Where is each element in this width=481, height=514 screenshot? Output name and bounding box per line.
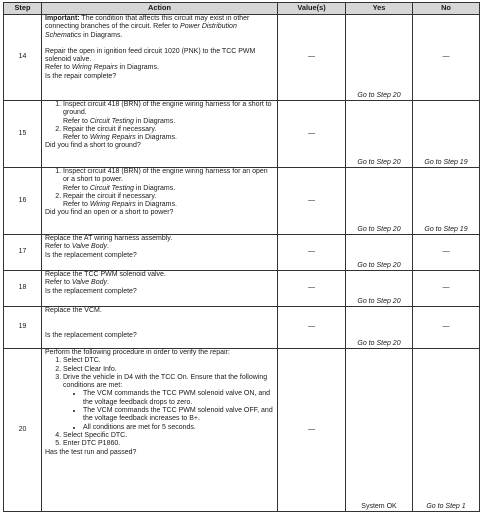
- action-cell: [42, 15, 278, 101]
- values-cell: —: [278, 168, 346, 235]
- action-cell: [42, 101, 278, 168]
- no-cell[interactable]: Go to Step 1: [413, 349, 480, 512]
- question-text: Did you find a short to ground?: [45, 142, 141, 150]
- bullet-item: • The VCM commands the TCC PWM solenoid valve OFF, and the voltage feedback increases to B+.: [83, 407, 274, 424]
- table-row: [4, 271, 480, 307]
- no-cell: —: [413, 271, 480, 307]
- circuit-testing-link[interactable]: Circuit Testing: [89, 184, 134, 192]
- values-cell: —: [278, 235, 346, 271]
- list-item: [63, 101, 274, 126]
- step-number: 20: [4, 349, 42, 512]
- action-text: Replace the VCM.: [45, 307, 102, 314]
- action-cell: [42, 271, 278, 307]
- yes-cell[interactable]: Go to Step 20: [346, 101, 413, 168]
- refer-post: in Diagrams.: [133, 117, 176, 125]
- circuit-testing-link[interactable]: Circuit Testing: [89, 117, 134, 125]
- table-row: [4, 101, 480, 168]
- valve-body-link[interactable]: Valve Body: [71, 243, 108, 251]
- step-number: 18: [4, 271, 42, 307]
- no-cell: —: [413, 307, 480, 349]
- yes-cell[interactable]: Go to Step 20: [346, 271, 413, 307]
- question-text: Is the replacement complete?: [45, 287, 137, 295]
- important-tail: in Diagrams.: [81, 31, 123, 39]
- refer-pre: Refer to: [63, 117, 90, 125]
- yes-cell[interactable]: Go to Step 20: [346, 307, 413, 349]
- table-row: [4, 349, 480, 512]
- list-item: [63, 374, 274, 432]
- refer-pre: Refer to: [45, 279, 72, 287]
- no-cell[interactable]: Go to Step 19: [413, 101, 480, 168]
- valve-body-link[interactable]: Valve Body: [71, 279, 108, 287]
- step-number: 16: [4, 168, 42, 235]
- refer-post: in Diagrams.: [135, 134, 177, 142]
- yes-cell[interactable]: Go to Step 20: [346, 235, 413, 271]
- values-cell: —: [278, 307, 346, 349]
- refer-pre: Refer to: [63, 134, 90, 142]
- action-cell: [42, 349, 278, 512]
- item-text: Repair the circuit if necessary.: [63, 192, 157, 200]
- item-text: Inspect circuit 418 (BRN) of the engine wiring harness for a short to ground.: [63, 101, 272, 117]
- intro-text: Perform the following procedure in order to verify the repair:: [45, 349, 230, 356]
- yes-cell: System OK: [346, 349, 413, 512]
- action-cell: [42, 168, 278, 235]
- header-values: Value(s): [278, 3, 346, 15]
- list-item: 5. Enter DTC P1860.: [63, 440, 274, 448]
- yes-cell[interactable]: Go to Step 20: [346, 168, 413, 235]
- yes-cell[interactable]: Go to Step 20: [346, 15, 413, 101]
- table-row: [4, 307, 480, 349]
- no-cell: —: [413, 15, 480, 101]
- values-cell: —: [278, 349, 346, 512]
- item-text: Repair the circuit if necessary.: [63, 125, 157, 133]
- step-number: 15: [4, 101, 42, 168]
- power-distribution-link[interactable]: Power Distribution Schematics: [45, 23, 237, 39]
- question-text: Is the replacement complete?: [45, 332, 137, 340]
- bullet-item: • All conditions are met for 5 seconds.: [83, 424, 274, 432]
- action-cell: [42, 235, 278, 271]
- header-action: Action: [42, 3, 278, 15]
- action-text: Replace the TCC PWM solenoid valve.: [45, 271, 166, 278]
- header-no: No: [413, 3, 480, 15]
- action-text: Replace the AT wiring harness assembly.: [45, 235, 173, 242]
- item-text: Inspect circuit 418 (BRN) of the engine wiring harness for an open or a short to power.: [63, 168, 268, 184]
- no-cell: —: [413, 235, 480, 271]
- refer-post: .: [107, 243, 109, 251]
- refer-pre: Refer to: [45, 243, 72, 251]
- refer-post: in Diagrams.: [133, 184, 176, 192]
- list-item: 2. Select Clear Info.: [63, 366, 274, 374]
- question-text: Has the test run and passed?: [45, 448, 137, 456]
- step-number: 17: [4, 235, 42, 271]
- question-text: Is the replacement complete?: [45, 251, 137, 259]
- table-row: [4, 15, 480, 101]
- wiring-repairs-link[interactable]: Wiring Repairs: [89, 201, 136, 209]
- step-number: 14: [4, 15, 42, 101]
- refer-post: in Diagrams.: [135, 201, 177, 209]
- list-item: [63, 126, 274, 143]
- item-text: Drive the vehicle in D4 with the TCC On. Ensure that the following conditions are met:: [63, 373, 268, 390]
- header-row: [4, 3, 480, 15]
- wiring-repairs-link[interactable]: Wiring Repairs: [89, 134, 136, 142]
- header-yes: Yes: [346, 3, 413, 15]
- refer-pre: Refer to: [63, 184, 90, 192]
- header-step: Step: [4, 3, 42, 15]
- step-number: 19: [4, 307, 42, 349]
- question-text: Is the repair complete?: [45, 72, 117, 80]
- important-label: Important:: [45, 15, 80, 22]
- table-row: [4, 168, 480, 235]
- list-item: [63, 168, 274, 193]
- list-item: [63, 193, 274, 210]
- important-text: The condition that affects this circuit may exist in other connecting branches of the circuit. Refer to: [45, 15, 250, 31]
- refer-post: .: [107, 279, 109, 287]
- values-cell: —: [278, 101, 346, 168]
- question-text: Did you find an open or a short to power?: [45, 209, 174, 217]
- wiring-repairs-link[interactable]: Wiring Repairs: [71, 64, 118, 72]
- action-cell: [42, 307, 278, 349]
- table-row: [4, 235, 480, 271]
- bullet-item: • The VCM commands the TCC PWM solenoid valve ON, and the voltage feedback drops to zero.: [83, 390, 274, 407]
- diagnostic-table: [3, 2, 480, 512]
- refer-pre: Refer to: [63, 201, 90, 209]
- list-item: 1. Select DTC.: [63, 357, 274, 365]
- list-item: 4. Select Specific DTC.: [63, 432, 274, 440]
- values-cell: —: [278, 271, 346, 307]
- refer-pre: Refer to: [45, 64, 72, 72]
- repair-text: Repair the open in ignition feed circuit 1020 (PNK) to the TCC PWM solenoid valve.: [45, 47, 256, 64]
- no-cell[interactable]: Go to Step 19: [413, 168, 480, 235]
- refer-post: in Diagrams.: [117, 64, 159, 72]
- values-cell: —: [278, 15, 346, 101]
